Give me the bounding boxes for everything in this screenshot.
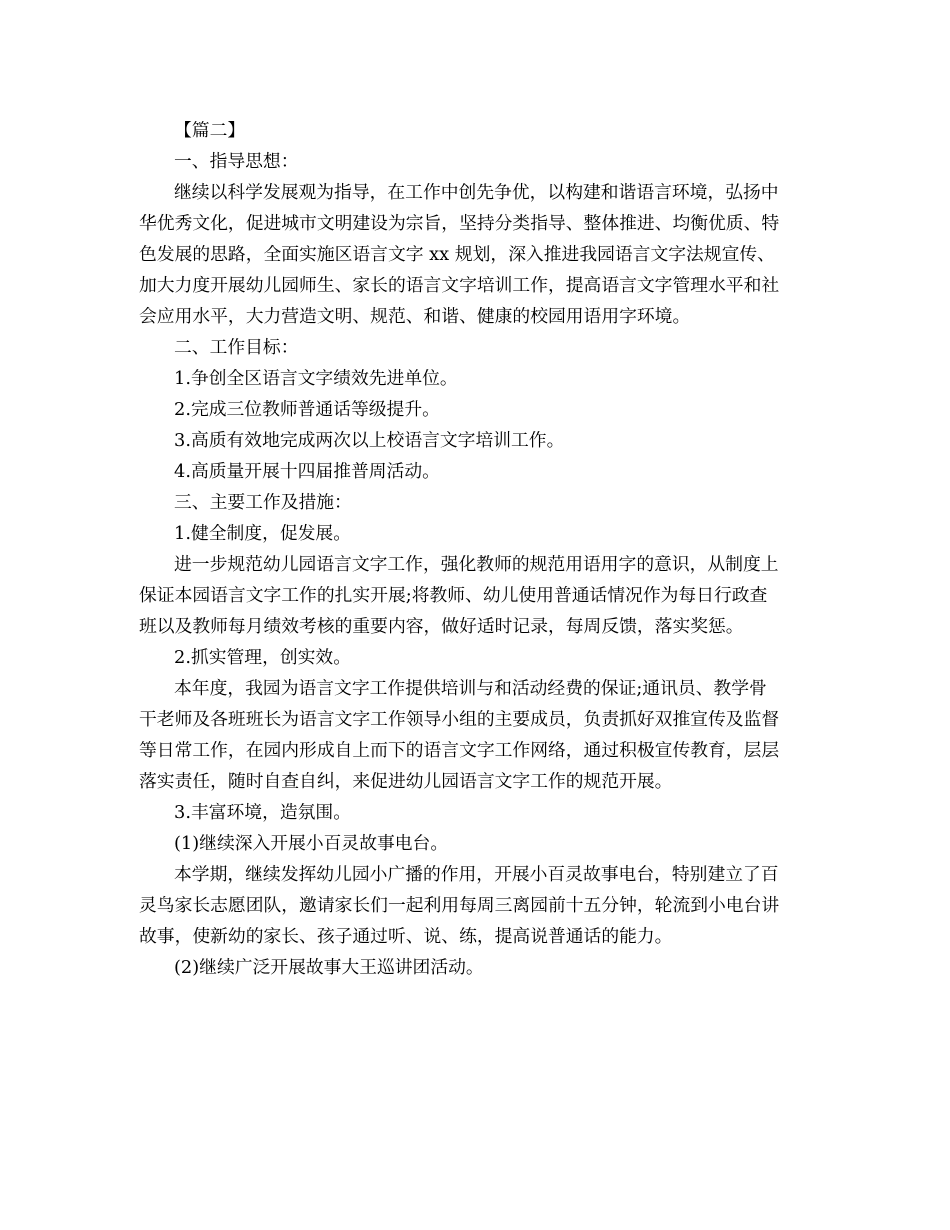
paragraph-line: 保证本园语言文字工作的扎实开展;将教师、幼儿使用普通话情况作为每日行政查 (139, 585, 768, 606)
paragraph-line: 华优秀文化，促进城市文明建设为宗旨，坚持分类指导、整体推进、均衡优质、特 (139, 213, 780, 234)
list-item: 3.高质有效地完成两次以上校语言文字培训工作。 (174, 430, 565, 451)
list-item: 2.完成三位教师普通话等级提升。 (174, 399, 440, 420)
subitem-title-story-tour: (2)继续广泛开展故事大王巡讲团活动。 (174, 957, 484, 978)
item-title-management: 2.抓实管理，创实效。 (174, 647, 351, 668)
list-item: 1.争创全区语言文字绩效先进单位。 (174, 368, 458, 389)
paragraph-line: 班以及教师每月绩效考核的重要内容，做好适时记录，每周反馈，落实奖惩。 (139, 616, 744, 637)
paragraph-line: 故事，使新幼的家长、孩子通过听、说、练，提高说普通话的能力。 (139, 926, 673, 947)
document-body (139, 115, 816, 983)
paragraph-system (139, 549, 816, 642)
paragraph-line: 进一步规范幼儿园语言文字工作，强化教师的规范用语用字的意识，从制度上 (174, 554, 779, 575)
item-title-environment: 3.丰富环境，造氛围。 (174, 802, 351, 823)
item-title-system: 1.健全制度，促发展。 (174, 523, 351, 544)
heading-work-goals: 二、工作目标： (174, 337, 299, 358)
subitem-title-radio: (1)继续深入开展小百灵故事电台。 (174, 833, 449, 854)
paragraph-line: 加大力度开展幼儿园师生、家长的语言文字培训工作，提高语言文字管理水平和社 (139, 275, 780, 296)
paragraph-radio (139, 859, 816, 952)
paragraph-line: 色发展的思路，全面实施区语言文字 xx 规划，深入推进我园语言文字法规宣传、 (139, 244, 775, 265)
paragraph-line: 会应用水平，大力营造文明、规范、和谐、健康的校园用语用字环境。 (139, 306, 691, 327)
goals-list (139, 363, 816, 487)
paragraph-line: 等日常工作，在园内形成自上而下的语言文字工作网络，通过积极宣传教育，层层 (139, 740, 780, 761)
paragraph-line: 本年度，我园为语言文字工作提供培训与和活动经费的保证;通讯员、教学骨 (174, 678, 767, 699)
heading-main-measures: 三、主要工作及措施： (174, 492, 352, 513)
paragraph-line: 继续以科学发展观为指导，在工作中创先争优，以构建和谐语言环境，弘扬中 (174, 182, 779, 203)
paragraph-line: 灵鸟家长志愿团队，邀请家长们一起利用每周三离园前十五分钟，轮流到小电台讲 (139, 895, 780, 916)
list-item: 4.高质量开展十四届推普周活动。 (174, 461, 440, 482)
paragraph-guiding-thought (139, 177, 816, 332)
paragraph-line: 干老师及各班班长为语言文字工作领导小组的主要成员，负责抓好双推宣传及监督 (139, 709, 780, 730)
paragraph-management (139, 673, 816, 797)
paragraph-line: 落实责任，随时自查自纠，来促进幼儿园语言文字工作的规范开展。 (139, 771, 673, 792)
section-label: 【篇二】 (174, 120, 246, 141)
paragraph-line: 本学期，继续发挥幼儿园小广播的作用，开展小百灵故事电台，特别建立了百 (174, 864, 779, 885)
heading-guiding-thought: 一、指导思想： (174, 151, 299, 172)
